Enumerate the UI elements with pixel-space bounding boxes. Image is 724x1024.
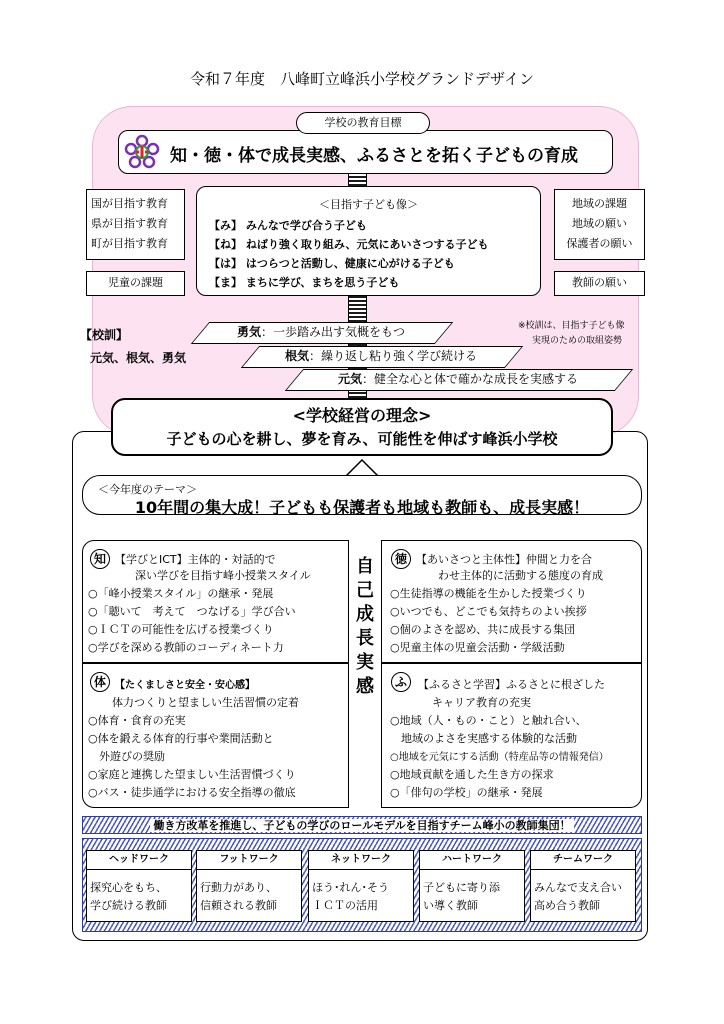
- motto-item-patience: [250, 346, 512, 366]
- work-col-line: 高め合う教師: [534, 899, 600, 912]
- quadrant-line: ○「聴いて 考えて つなげる」学び合い: [88, 605, 296, 618]
- philosophy-title: <学校経営の理念>: [292, 406, 432, 425]
- quadrant-line: 地域のよさを実感する体験的な活動: [390, 732, 577, 745]
- chi-icon: 知: [90, 549, 110, 569]
- center-char: 成: [356, 604, 374, 625]
- quadrant-heading: キャリア教育の充実: [432, 696, 531, 709]
- quadrant-line: ○「峰小授業スタイル」の継承・発展: [88, 587, 274, 600]
- target-child-title: ＜目指す子ども像＞: [319, 198, 418, 211]
- work-col-line: 探究心をもち、: [90, 881, 167, 894]
- work-col-heart: [419, 850, 525, 922]
- motto-note: 実現のための取組姿勢: [532, 336, 623, 346]
- work-col-line: 子どもに寄り添: [423, 881, 500, 894]
- work-col-network: [308, 850, 414, 922]
- quadrant-line: ○児童主体の児童会活動・学級活動: [390, 641, 565, 654]
- work-col-head: [86, 850, 192, 922]
- annual-theme-text: 10年間の集大成！子どもも保護者も地域も教師も、成長実感！: [134, 498, 590, 517]
- work-col-line: ほう･れん･そう: [312, 881, 389, 894]
- work-col-title: ハートワーク: [420, 851, 524, 870]
- motto-item-key: 根気: [284, 349, 309, 363]
- center-char: 長: [356, 628, 374, 649]
- child-image-item: 【ね】 ねばり強く取り組み、元気にあいさつする子ども: [209, 238, 489, 251]
- motto-item-vitality: [294, 369, 622, 389]
- quadrant-heading: 深い学びを目指す峰小授業スタイル: [135, 569, 311, 582]
- motto-words: 元気、根気、勇気: [90, 351, 187, 365]
- work-col-title: チームワーク: [531, 851, 635, 870]
- quadrant-line: ○体を鍛える体育的行事や業間活動と: [88, 732, 274, 745]
- work-col-foot: [196, 850, 302, 922]
- quadrant-line: ○ＩＣＴの可能性を広げる授業づくり: [88, 623, 274, 636]
- motto-item-text: ：一歩踏み出す気概をもつ: [261, 325, 406, 339]
- left-box-line: 町が目指す教育: [91, 237, 168, 250]
- quadrant-line: ○地域貢献を通した生き方の探求: [390, 768, 554, 781]
- quadrant-line: ○家庭と連携した望ましい生活習慣づくり: [88, 768, 296, 781]
- annual-theme-label: ＜今年度のテーマ＞: [98, 483, 197, 496]
- quadrant-line: ○バス・徒歩通学における安全指導の徹底: [88, 786, 296, 799]
- quadrant-line: ○地域（人・もの・こと）と触れ合い、: [390, 714, 587, 727]
- quadrant-heading: 【ふるさと学習】ふるさとに根ざした: [418, 678, 605, 691]
- quadrant-line: ○個のよさを認め、共に成長する集団: [390, 623, 576, 636]
- right-box-line: 地域の課題: [572, 197, 627, 210]
- philosophy-text: 子どもの心を耕し、夢を育み、可能性を伸ばす峰浜小学校: [166, 430, 558, 448]
- work-style-banner-text: [82, 817, 642, 833]
- work-col-title: フットワーク: [197, 851, 301, 870]
- quadrant-line: ○学びを深める教師のコーディネート力: [88, 641, 284, 654]
- page-title: 令和７年度 八峰町立峰浜小学校グランドデザイン: [190, 70, 534, 88]
- school-emblem-icon: [124, 134, 160, 170]
- quadrant-line: ○いつでも、どこでも気持ちのよい挨拶: [390, 605, 587, 618]
- school-goal-label: 学校の教育目標: [296, 112, 430, 134]
- work-col-title: ネットワーク: [309, 851, 413, 870]
- motto-item-key: 勇気: [236, 325, 261, 339]
- motto-item-courage: [200, 322, 442, 342]
- quadrant-line: ○体育・食育の充実: [88, 714, 186, 727]
- furusato-icon: ふ: [391, 672, 411, 692]
- work-col-line: 行動力があり、: [200, 881, 277, 894]
- child-image-item: 【ま】 まちに学び、まちを思う子ども: [209, 276, 400, 289]
- national-goals-box: [86, 189, 185, 260]
- toku-icon: 徳: [391, 549, 411, 569]
- center-char: 感: [356, 676, 374, 697]
- motto-item-key: 元気: [337, 372, 362, 386]
- center-char: 己: [356, 580, 374, 601]
- tai-icon: 体: [90, 672, 110, 692]
- work-col-title: ヘッドワーク: [87, 851, 191, 870]
- work-col-line: い導く教師: [423, 899, 478, 912]
- motto-item-text: ：健全な心と体で確かな成長を実感する: [362, 372, 579, 386]
- right-box-line: 地域の願い: [572, 217, 627, 230]
- motto-label: 【校訓】: [80, 328, 129, 342]
- work-col-line: 学び続ける教師: [90, 899, 167, 912]
- student-issues-box: 児童の課題: [86, 271, 185, 296]
- left-box-line: 県が目指す教育: [91, 217, 168, 230]
- child-image-item: 【は】 はつらつと活動し、健康に心がける子ども: [209, 257, 455, 270]
- quadrant-heading: 【たくましさと安全・安心感】: [115, 680, 255, 691]
- work-style-banner-label: 働き方改革を推進し、子どもの学びのロールモデルを目指すチーム峰小の教師集団！: [150, 819, 573, 832]
- quadrant-line: ○地域を元気にする活動（特産品等の情報発信）: [390, 752, 609, 763]
- left-box-line: 国が目指す教育: [91, 197, 168, 210]
- quadrant-heading: 【学びとICT】主体的・対話的で: [115, 553, 276, 566]
- work-col-line: ＩＣＴの活用: [312, 899, 378, 912]
- arrow-up-icon: [342, 456, 382, 476]
- quadrant-heading: わせ主体的に活動する態度の育成: [438, 569, 603, 582]
- quadrant-heading: 体力つくりと望ましい生活習慣の定着: [112, 696, 299, 709]
- school-goal-text: 知・徳・体で成長実感、ふるさとを拓く子どもの育成: [170, 146, 578, 166]
- quadrant-heading: 【あいさつと主体性】仲間と力を合: [416, 553, 592, 566]
- work-col-line: みんなで支え合い: [534, 881, 622, 894]
- center-char: 実: [356, 652, 374, 673]
- community-wishes-box: [554, 189, 645, 260]
- work-col-line: 信頼される教師: [200, 899, 277, 912]
- teacher-wishes-box: 教師の願い: [554, 271, 645, 296]
- quadrant-line: ○生徒指導の機能を生かした授業づくり: [390, 587, 587, 600]
- right-box-line: 保護者の願い: [566, 237, 633, 250]
- motto-item-text: ：繰り返し粘り強く学び続ける: [309, 349, 478, 363]
- work-col-team: [530, 850, 636, 922]
- motto-note: ※校訓は、目指す子ども像: [518, 321, 625, 331]
- child-image-item: 【み】 みんなで学び合う子ども: [209, 219, 367, 232]
- quadrant-line: ○「俳句の学校」の継承・発展: [390, 786, 543, 799]
- quadrant-line: 外遊びの奨励: [88, 750, 165, 763]
- center-char: 自: [356, 556, 374, 577]
